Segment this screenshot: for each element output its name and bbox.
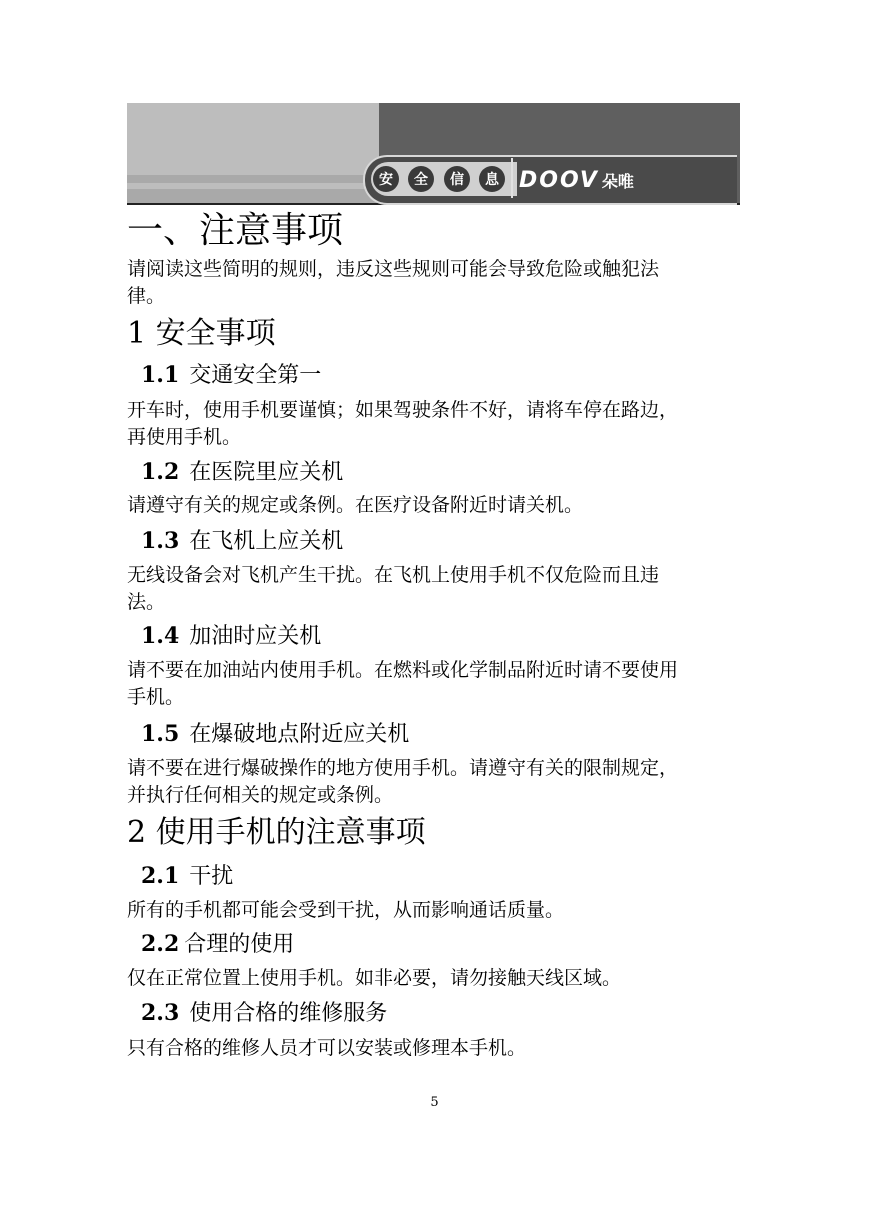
subsection-number: 1.4: [141, 623, 180, 649]
subsection-title: 干扰: [189, 864, 234, 889]
subsection-number: 1.2: [141, 459, 180, 485]
subsection-1-3-heading: [141, 527, 343, 556]
paragraph-line: 开车时，使用手机要谨慎；如果驾驶条件不好，请将车停在路边，: [127, 399, 679, 421]
subsection-number: 2.2: [141, 931, 180, 957]
brand-divider: [511, 158, 513, 198]
paragraph-line: 仅在正常位置上使用手机。如非必要，请勿接触天线区域。: [127, 967, 622, 989]
subsection-1-5-heading: [141, 720, 409, 749]
subsection-2-1-heading: [141, 862, 233, 891]
header-banner: [127, 103, 740, 205]
paragraph-line: 请遵守有关的规定或条例。在医疗设备附近时请关机。: [127, 494, 584, 516]
tab-char-3: 信: [444, 166, 470, 192]
paragraph-line: 请不要在加油站内使用手机。在燃料或化学制品附近时请不要使用: [127, 659, 679, 681]
paragraph-line: 再使用手机。: [127, 426, 242, 448]
subsection-title: 加油时应关机: [189, 624, 322, 649]
subsection-number: 1.3: [141, 528, 180, 554]
tab-char-2: 全: [408, 166, 434, 192]
brand-logo: [519, 165, 634, 195]
subsection-number: 1.5: [141, 721, 180, 747]
subsection-title: 在医院里应关机: [189, 460, 344, 485]
intro-line-2: 律。: [127, 285, 166, 307]
subsection-title: 在飞机上应关机: [189, 529, 344, 554]
page-number: 5: [430, 1095, 439, 1110]
section-2-heading: 2 使用手机的注意事项: [127, 815, 426, 850]
subsection-number: 1.1: [141, 362, 180, 388]
subsection-2-3-heading: [141, 999, 387, 1028]
subsection-title: 使用合格的维修服务: [189, 1001, 388, 1026]
tab-char-4: 息: [479, 166, 505, 192]
paragraph-line: 只有合格的维修人员才可以安装或修理本手机。: [127, 1037, 527, 1059]
page-title: 一、注意事项: [127, 210, 344, 251]
subsection-title: 合理的使用: [184, 932, 295, 957]
paragraph-line: 请不要在进行爆破操作的地方使用手机。请遵守有关的限制规定，: [127, 757, 679, 779]
paragraph-line: 无线设备会对飞机产生干扰。在飞机上使用手机不仅危险而且违: [127, 564, 660, 586]
paragraph-line: 并执行任何相关的规定或条例。: [127, 784, 394, 806]
subsection-2-2-heading: [141, 930, 294, 959]
section-1-heading: 1 安全事项: [127, 316, 276, 351]
tab-char-1: 安: [373, 166, 399, 192]
subsection-number: 2.1: [141, 863, 180, 889]
brand-logo-cn: 朵唯: [601, 171, 634, 191]
subsection-title: 交通安全第一: [189, 363, 322, 388]
subsection-title: 在爆破地点附近应关机: [189, 722, 410, 747]
paragraph-line: 手机。: [127, 686, 185, 708]
subsection-1-4-heading: [141, 622, 321, 651]
subsection-number: 2.3: [141, 1000, 180, 1026]
subsection-1-1-heading: [141, 361, 321, 390]
intro-line-1: 请阅读这些简明的规则，违反这些规则可能会导致危险或触犯法: [127, 258, 660, 280]
brand-logo-latin: DOOV: [519, 167, 599, 193]
paragraph-line: 所有的手机都可能会受到干扰，从而影响通话质量。: [127, 899, 565, 921]
paragraph-line: 法。: [127, 591, 166, 613]
banner-light-panel: [127, 103, 379, 203]
subsection-1-2-heading: [141, 458, 343, 487]
